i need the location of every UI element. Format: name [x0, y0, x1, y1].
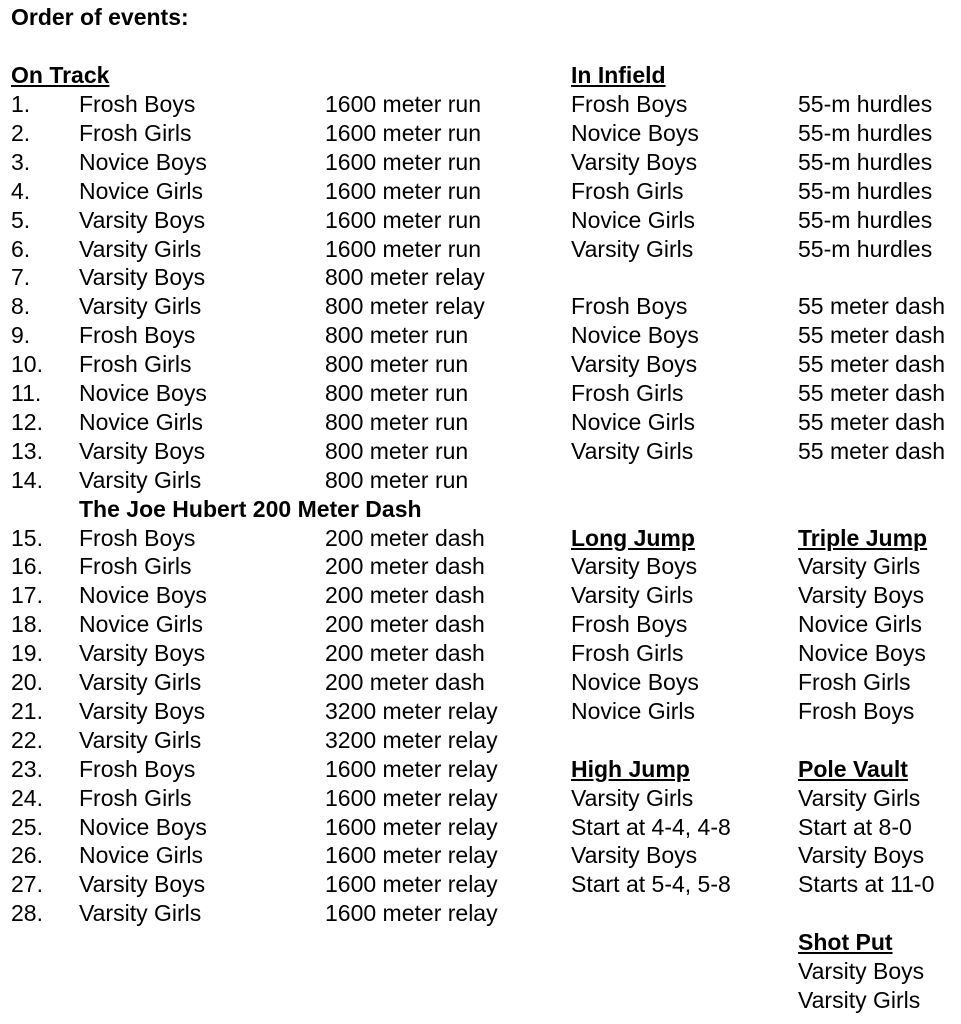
event-name: 1600 meter relay [325, 784, 498, 811]
dash-event: 55 meter dash [798, 437, 946, 464]
event-number: 4. [11, 177, 31, 204]
event-name: 1600 meter relay [325, 842, 498, 869]
long-jump-item: Varsity Boys [571, 553, 698, 580]
dash-team: Novice Boys [571, 322, 699, 349]
event-team: Novice Boys [79, 813, 207, 840]
event-number: 1. [11, 91, 31, 117]
event-team: Frosh Girls [79, 553, 192, 580]
event-number: 11. [11, 380, 42, 406]
dash-event: 55 meter dash [798, 293, 946, 320]
event-number: 21. [11, 697, 43, 724]
dash-event: 55 meter dash [798, 351, 946, 378]
high-jump-item: Start at 5-4, 5-8 [571, 871, 731, 898]
event-name: 800 meter run [325, 437, 469, 464]
event-team: Frosh Boys [79, 91, 196, 117]
event-number: 27. [11, 871, 43, 898]
event-number: 26. [11, 842, 43, 869]
event-number: 7. [11, 264, 31, 291]
triple-jump-item: Frosh Girls [798, 669, 911, 695]
event-team: Varsity Boys [79, 437, 206, 464]
event-team: Frosh Boys [79, 524, 196, 551]
event-team: Varsity Boys [79, 697, 206, 724]
event-name: 1600 meter run [325, 148, 481, 175]
event-team: Varsity Girls [79, 293, 202, 320]
triple-jump-item: Frosh Boys [798, 697, 915, 724]
long-jump-item: Frosh Boys [571, 611, 688, 638]
event-name: 1600 meter run [325, 177, 481, 204]
event-number: 28. [11, 900, 43, 927]
event-team: Frosh Girls [79, 351, 192, 378]
event-name: 800 meter run [325, 408, 469, 435]
shot-put-item: Varsity Boys [798, 958, 925, 984]
event-name: 800 meter run [325, 322, 469, 349]
event-team: Novice Girls [79, 611, 203, 638]
event-team: Varsity Girls [79, 900, 202, 927]
event-number: 14. [11, 466, 43, 493]
special-event-heading: The Joe Hubert 200 Meter Dash [79, 495, 422, 522]
high-jump-item: Start at 4-4, 4-8 [571, 813, 731, 840]
event-name: 800 meter run [325, 380, 469, 406]
event-name: 800 meter run [325, 466, 469, 493]
event-name: 200 meter dash [325, 524, 485, 551]
dash-event: 55 meter dash [798, 322, 946, 349]
hurdles-team: Frosh Girls [571, 177, 684, 204]
event-team: Varsity Boys [79, 640, 206, 667]
event-number: 10. [11, 351, 43, 378]
hurdles-event: 55-m hurdles [798, 206, 933, 233]
event-team: Varsity Girls [79, 669, 202, 695]
pole-vault-heading: Pole Vault [798, 755, 908, 782]
event-number: 8. [11, 293, 31, 320]
hurdles-team: Varsity Boys [571, 148, 698, 175]
event-number: 15. [11, 524, 43, 551]
event-number: 3. [11, 148, 31, 175]
event-number: 23. [11, 755, 43, 782]
event-team: Novice Girls [79, 177, 203, 204]
triple-jump-item: Novice Girls [798, 611, 922, 638]
dash-team: Novice Girls [571, 408, 695, 435]
event-team: Frosh Girls [79, 784, 192, 811]
event-number: 20. [11, 669, 43, 695]
event-team: Varsity Girls [79, 466, 202, 493]
pole-vault-item: Starts at 11-0 [798, 871, 935, 898]
page-title: Order of events: [11, 4, 189, 30]
pole-vault-item: Start at 8-0 [798, 813, 912, 840]
event-number: 12. [11, 408, 43, 435]
dash-team: Frosh Boys [571, 293, 688, 320]
event-number: 9. [11, 322, 31, 349]
hurdles-event: 55-m hurdles [798, 177, 933, 204]
triple-jump-item: Novice Boys [798, 640, 926, 667]
event-name: 1600 meter relay [325, 900, 498, 927]
event-name: 200 meter dash [325, 611, 485, 638]
event-name: 1600 meter relay [325, 871, 498, 898]
event-team: Novice Boys [79, 148, 207, 175]
shot-put-heading: Shot Put [798, 929, 893, 956]
event-number: 13. [11, 437, 43, 464]
event-name: 1600 meter run [325, 91, 481, 117]
event-team: Novice Girls [79, 842, 203, 869]
event-team: Varsity Boys [79, 871, 206, 898]
hurdles-team: Novice Boys [571, 119, 699, 146]
pole-vault-item: Varsity Boys [798, 842, 925, 869]
hurdles-team: Novice Girls [571, 206, 695, 233]
high-jump-item: Varsity Boys [571, 842, 698, 869]
event-name: 800 meter relay [325, 293, 485, 320]
long-jump-item: Novice Girls [571, 697, 695, 724]
event-number: 16. [11, 553, 43, 580]
triple-jump-heading: Triple Jump [798, 524, 928, 551]
event-team: Varsity Boys [79, 264, 206, 291]
high-jump-item: Varsity Girls [571, 784, 694, 811]
hurdles-event: 55-m hurdles [798, 91, 933, 117]
dash-event: 55 meter dash [798, 408, 946, 435]
event-number: 17. [11, 582, 43, 609]
long-jump-heading: Long Jump [571, 524, 695, 551]
event-name: 3200 meter relay [325, 726, 498, 753]
event-name: 200 meter dash [325, 669, 485, 695]
event-name: 1600 meter run [325, 235, 481, 262]
event-team: Novice Girls [79, 408, 203, 435]
hurdles-team: Frosh Boys [571, 91, 688, 117]
long-jump-item: Frosh Girls [571, 640, 684, 667]
hurdles-team: Varsity Girls [571, 235, 694, 262]
dash-team: Varsity Girls [571, 437, 694, 464]
event-number: 19. [11, 640, 43, 667]
in-infield-heading: In Infield [571, 62, 666, 88]
triple-jump-item: Varsity Boys [798, 582, 925, 609]
hurdles-event: 55-m hurdles [798, 148, 933, 175]
event-name: 200 meter dash [325, 553, 485, 580]
event-team: Novice Boys [79, 582, 207, 609]
shot-put-item: Varsity Girls [798, 986, 921, 1013]
event-name: 1600 meter relay [325, 813, 498, 840]
event-number: 25. [11, 813, 43, 840]
hurdles-event: 55-m hurdles [798, 119, 933, 146]
event-name: 200 meter dash [325, 640, 485, 667]
event-team: Varsity Boys [79, 206, 206, 233]
event-name: 800 meter run [325, 351, 469, 378]
dash-event: 55 meter dash [798, 380, 946, 406]
event-name: 1600 meter run [325, 206, 481, 233]
on-track-heading: On Track [11, 62, 110, 88]
event-name: 800 meter relay [325, 264, 485, 291]
event-name: 3200 meter relay [325, 697, 498, 724]
long-jump-item: Varsity Girls [571, 582, 694, 609]
event-number: 5. [11, 206, 31, 233]
event-team: Varsity Girls [79, 726, 202, 753]
high-jump-heading: High Jump [571, 755, 690, 782]
hurdles-event: 55-m hurdles [798, 235, 933, 262]
event-number: 18. [11, 611, 43, 638]
event-name: 1600 meter run [325, 119, 481, 146]
event-number: 6. [11, 235, 31, 262]
event-name: 200 meter dash [325, 582, 485, 609]
triple-jump-item: Varsity Girls [798, 553, 921, 580]
event-team: Frosh Boys [79, 322, 196, 349]
event-number: 24. [11, 784, 43, 811]
pole-vault-item: Varsity Girls [798, 784, 921, 811]
event-team: Varsity Girls [79, 235, 202, 262]
event-team: Frosh Boys [79, 755, 196, 782]
event-name: 1600 meter relay [325, 755, 498, 782]
dash-team: Frosh Girls [571, 380, 684, 406]
dash-team: Varsity Boys [571, 351, 698, 378]
event-number: 2. [11, 119, 31, 146]
event-number: 22. [11, 726, 43, 753]
event-team: Frosh Girls [79, 119, 192, 146]
long-jump-item: Novice Boys [571, 669, 699, 695]
event-team: Novice Boys [79, 380, 207, 406]
